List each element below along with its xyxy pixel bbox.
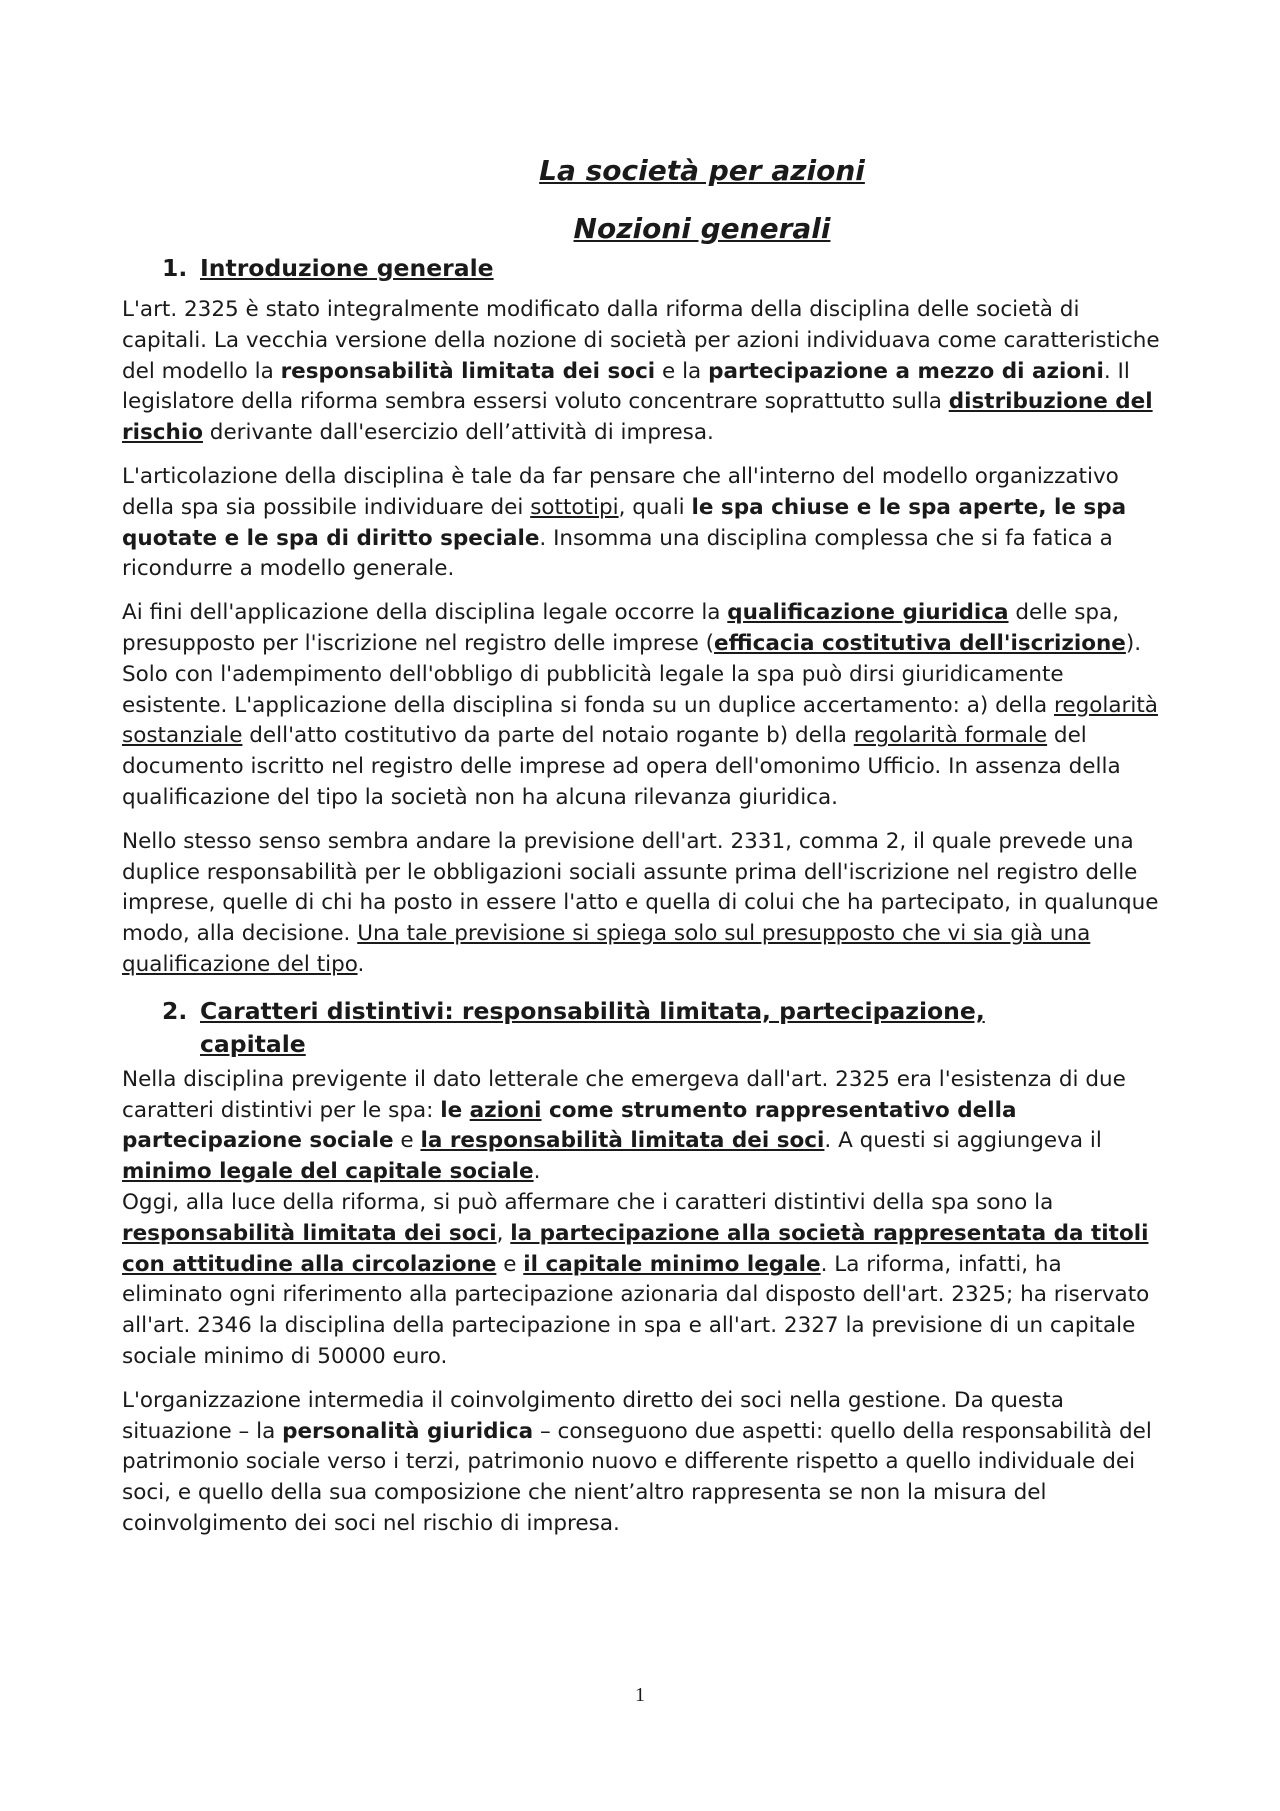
text-run: dell'atto costitutivo da parte del notaio rogante b) della <box>242 723 854 749</box>
bold-underlined-term: minimo legale del capitale sociale <box>122 1159 534 1185</box>
underlined-term: regolarità formale <box>853 723 1048 749</box>
bold-underlined-term: la responsabilità limitata dei soci <box>420 1128 825 1154</box>
bold-underlined-term: distribuzione del rischio <box>122 389 1153 446</box>
bold-underlined-term: la partecipazione alla società rappresentata da titoli con attitudine alla circolazione <box>122 1220 1149 1277</box>
text-run: , <box>496 1220 511 1246</box>
text-run: L'articolazione della disciplina è tale da far pensare che all'interno del modello organizzativo della spa sia possibile individuare dei <box>122 463 1119 520</box>
bold-underlined-term: responsabilità limitata dei soci <box>122 1220 497 1246</box>
underlined-term: sottotipi <box>530 494 619 520</box>
underlined-term: regolarità sostanziale <box>122 692 1158 749</box>
bold-term: personalità giuridica <box>282 1418 534 1444</box>
text-run: – conseguono due aspetti: quello della responsabilità del patrimonio sociale verso i terzi, patrimonio nuovo e differente rispetto a quello individuale dei soci, e quello della sua composizione che nient’altro rappresenta se non la misura del coinvolgimento dei soci nel rischio di impresa. <box>122 1418 1152 1536</box>
text-run: . <box>357 951 365 977</box>
bold-underlined-term: azioni <box>469 1097 542 1123</box>
text-run: e <box>496 1251 524 1277</box>
text-run: Ai fini dell'applicazione della disciplina legale occorre la <box>122 600 728 626</box>
bold-underlined-term: il capitale minimo legale <box>523 1251 821 1277</box>
text-run: derivante dall'esercizio dell’attività di impresa. <box>202 420 714 446</box>
text-run: . Il legislatore della riforma sembra essersi voluto concentrare soprattutto sulla <box>122 358 1130 415</box>
text-run: . La riforma, infatti, ha eliminato ogni riferimento alla partecipazione azionaria dal disposto dell'art. 2325; ha riservato all'art. 2346 la disciplina della partecipazione in spa e all'art. 2327 la previsione di un capitale sociale minimo di 50000 euro. <box>122 1251 1150 1369</box>
bold-term: le spa chiuse e le spa aperte, le spa quotate e le spa di diritto speciale <box>122 494 1127 551</box>
text-run: L'organizzazione intermedia il coinvolgimento diretto dei soci nella gestione. Da questa situazione – la <box>122 1387 1064 1444</box>
section-2-paragraph-1 <box>122 1065 1162 1373</box>
section-1-paragraph-1 <box>122 295 1162 449</box>
text-run: . <box>533 1159 541 1185</box>
text-run: e <box>393 1128 421 1154</box>
text-run: Nella disciplina previgente il dato letterale che emergeva dall'art. 2325 era l'esistenza di due caratteri distintivi per le spa: <box>122 1066 1126 1123</box>
text-run: . A questi si aggiungeva il <box>824 1128 1102 1154</box>
section-2-title-line-1: Caratteri distintivi: responsabilità limitata, partecipazione, <box>200 996 985 1025</box>
section-1-number: 1. <box>162 254 188 282</box>
bold-term: partecipazione a mezzo di azioni <box>708 358 1104 384</box>
section-2-heading <box>122 995 1162 1061</box>
section-2-title-line-2: capitale <box>200 1029 306 1058</box>
page-number: 1 <box>635 1684 645 1706</box>
section-1-paragraph-4 <box>122 827 1162 981</box>
text-run: . Insomma una disciplina complessa che si fa fatica a ricondurre a modello generale. <box>122 525 1113 582</box>
bold-term: responsabilità limitata dei soci <box>280 358 656 384</box>
text-run: ). Solo con l'adempimento dell'obbligo di pubblicità legale la spa può dirsi giuridicamente esistente. L'applicazione della disciplina si fonda su un duplice accertamento: a) della <box>122 630 1142 718</box>
text-run: e la <box>655 358 709 384</box>
text-run: del documento iscritto nel registro delle imprese ad opera dell'omonimo Ufficio. In assenza della qualificazione del tipo la società non ha alcuna rilevanza giuridica. <box>122 723 1121 810</box>
text-run: Oggi, alla luce della riforma, si può affermare che i caratteri distintivi della spa sono la <box>122 1189 1054 1215</box>
text-run: delle spa, presupposto per l'iscrizione nel registro delle imprese ( <box>122 600 1120 656</box>
section-2-paragraph-2 <box>122 1386 1162 1540</box>
underlined-term: Una tale previsione si spiega solo sul presupposto che vi sia già una qualificazione del tipo <box>122 921 1091 977</box>
document-subtitle: Nozioni generali <box>573 212 831 245</box>
bold-underlined-term: efficacia costitutiva dell'iscrizione <box>714 630 1126 656</box>
text-run: L'art. 2325 è stato integralmente modificato dalla riforma della disciplina delle società di capitali. La vecchia versione della nozione di società per azioni individuava come caratteristiche del modello la <box>122 297 1160 384</box>
section-2-number: 2. <box>162 996 188 1025</box>
bold-underlined-term: qualificazione giuridica <box>727 600 1009 626</box>
bold-term: come strumento rappresentativo della partecipazione sociale <box>122 1097 1017 1154</box>
section-1-paragraph-2 <box>122 462 1162 585</box>
section-1-title: Introduzione generale <box>200 254 494 282</box>
text-run: , quali <box>618 494 692 520</box>
text-run: Nello stesso senso sembra andare la previsione dell'art. 2331, comma 2, il quale prevede una duplice responsabilità per le obbligazioni sociali assunte prima dell'iscrizione nel registro delle imprese, quelle di chi ha posto in essere l'atto e quella di colui che ha partecipato, in qualunque modo, alla decisione. <box>122 828 1159 947</box>
section-1-heading <box>122 252 1162 285</box>
document-title: La società per azioni <box>539 154 865 187</box>
section-1-paragraph-3 <box>122 598 1162 814</box>
bold-term: le <box>440 1097 470 1123</box>
